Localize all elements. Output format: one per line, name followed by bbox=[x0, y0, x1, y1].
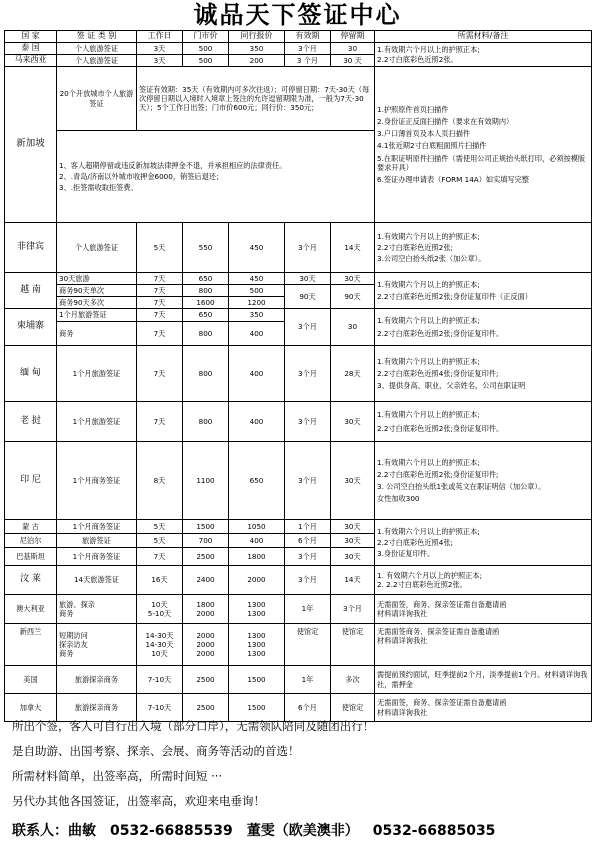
cell-type: 1个月商务签证 bbox=[57, 520, 137, 534]
note-line: 1. 有效期六个月以上的护照正本; bbox=[377, 570, 483, 580]
cell-valid: 3个月 bbox=[285, 402, 331, 442]
cell-stay: 14天 bbox=[331, 566, 375, 595]
cell-stay: 30天 bbox=[331, 402, 375, 442]
table-row bbox=[5, 273, 592, 285]
cell-valid: 6个月 bbox=[285, 694, 331, 722]
header-agent: 同行报价 bbox=[229, 31, 285, 43]
type-line: 商务 bbox=[59, 609, 74, 618]
days-line: 14-30天 bbox=[145, 639, 174, 649]
header-type: 签 证 类 别 bbox=[57, 31, 137, 43]
country-brunei: 汶 莱 bbox=[5, 566, 57, 595]
cell-days bbox=[137, 595, 183, 624]
price-line: 2000 bbox=[196, 649, 215, 659]
cell-valid: 90天 bbox=[285, 285, 331, 309]
cell-type: 1个月旅游签证 bbox=[57, 309, 137, 322]
table-row bbox=[5, 442, 592, 520]
notes-singapore bbox=[375, 67, 592, 223]
cell-price: 800 bbox=[183, 285, 229, 297]
warn-line: 2、.青岛/济南以外城市收押金6000，销签后退还； bbox=[59, 171, 224, 181]
cell-price bbox=[183, 624, 229, 666]
cell-type: 1个月旅游签证 bbox=[57, 346, 137, 402]
cell-type: 商务90天单次 bbox=[57, 285, 137, 297]
cell-agent: 400 bbox=[229, 322, 285, 346]
type-line: 旅游、探亲 bbox=[59, 599, 95, 609]
price-line: 2000 bbox=[196, 639, 215, 649]
price-line: 1800 bbox=[196, 599, 215, 609]
cell-price: 700 bbox=[183, 534, 229, 548]
cell-stay: 90天 bbox=[331, 285, 375, 309]
cell-stay: 14天 bbox=[331, 223, 375, 273]
price-line: 2000 bbox=[196, 630, 215, 640]
cell-valid: 3个月 bbox=[285, 442, 331, 520]
cell-stay: 30 bbox=[331, 309, 375, 346]
cell-type: 个人旅游签证 bbox=[57, 43, 137, 55]
cell-type: 商务 bbox=[57, 322, 137, 346]
note-line: 1.有效期六个月以上的护照正本; bbox=[377, 356, 480, 366]
agent-line: 1300 bbox=[247, 599, 266, 609]
header-valid: 有效期 bbox=[285, 31, 331, 43]
table-row bbox=[5, 520, 592, 534]
cell-price: 500 bbox=[183, 43, 229, 55]
cell-price: 2500 bbox=[183, 548, 229, 566]
note-line: 材料请详询我社 bbox=[377, 609, 428, 618]
notes-myanmar bbox=[375, 346, 592, 402]
cell-price bbox=[183, 595, 229, 624]
cell-valid: 3个月 bbox=[285, 43, 331, 55]
cell-price: 800 bbox=[183, 322, 229, 346]
table-row bbox=[5, 624, 592, 666]
note-line: 2. 2.2寸白底彩色近照2张。 bbox=[377, 580, 467, 589]
notes-newzealand bbox=[375, 624, 592, 666]
cell-days: 7天 bbox=[137, 548, 183, 566]
cell-price: 650 bbox=[183, 309, 229, 322]
table-row bbox=[5, 309, 592, 322]
country-malaysia: 马来西亚 bbox=[5, 55, 57, 67]
cell-valid: 3个月 bbox=[285, 566, 331, 595]
header-notes: 所需材料/备注 bbox=[375, 31, 592, 43]
type-line: 探亲访友 bbox=[59, 639, 88, 649]
cell-type: 旅游探亲商务 bbox=[57, 694, 137, 722]
cell-agent: 400 bbox=[229, 346, 285, 402]
table-row bbox=[5, 595, 592, 624]
note-line: 1.有效期六个月以上的护照正本; bbox=[377, 231, 480, 241]
cell-type: 20个开放城市个人旅游签证 bbox=[57, 67, 137, 131]
footer-line-2: 是自助游、出国考察、探亲、会展、商务等活动的首选！ bbox=[12, 744, 300, 758]
cell-type: 商务90天多次 bbox=[57, 297, 137, 309]
note-line: 2.2寸白底彩色近照2张;身份证复印件。 bbox=[377, 328, 504, 338]
cell-stay: 30 天 bbox=[331, 55, 375, 67]
country-singapore: 新加坡 bbox=[5, 67, 57, 223]
cell-agent: 500 bbox=[229, 285, 285, 297]
cell-stay: 使馆定 bbox=[331, 694, 375, 722]
cell-type bbox=[57, 624, 137, 666]
note-line: 材料请详询我社 bbox=[377, 636, 428, 646]
cell-days: 8天 bbox=[137, 442, 183, 520]
singapore-info: 签证有效期：35天（有效期内可多次往返）；可停留日期：7天-30天（每次停留日期以入境时入境章上签注的允许逗留期限为准，一般为7天-30天）；5个工作日出签；门市价600元；同行价：350元； bbox=[137, 67, 375, 131]
note-line: 1.护照原件首页扫描件 bbox=[377, 104, 449, 114]
page-title: 诚品天下签证中心 bbox=[193, 1, 402, 29]
note-line: 1.有效期六个月以上的护照正本; bbox=[377, 457, 480, 467]
table-row bbox=[5, 67, 592, 131]
note-line: 1.有效期六个月以上的护照正本; bbox=[377, 410, 480, 420]
cell-valid: 3个月 bbox=[285, 223, 331, 273]
cell-days: 3天 bbox=[137, 55, 183, 67]
cell-days bbox=[137, 624, 183, 666]
note-line: 3.身份证复印件。 bbox=[377, 549, 435, 559]
cell-valid: 3个月 bbox=[285, 548, 331, 566]
table-row bbox=[5, 346, 592, 402]
contact-line bbox=[12, 820, 582, 840]
notes-cambodia bbox=[375, 309, 592, 346]
table-row bbox=[5, 402, 592, 442]
contact-dong-wen-phone: 0532-66885035 bbox=[372, 823, 496, 839]
cell-agent: 400 bbox=[229, 534, 285, 548]
note-line: 2.2寸白底彩色近照2张;身份证复印件（正反面） bbox=[377, 292, 532, 301]
country-myanmar: 缅 甸 bbox=[5, 346, 57, 402]
notes-usa: 需提前预约面试，旺季提前2个月，淡季提前1个月。材料请详询我社，需押金 bbox=[375, 666, 592, 694]
cell-agent: 1500 bbox=[229, 694, 285, 722]
notes-indonesia bbox=[375, 442, 592, 520]
cell-stay: 28天 bbox=[331, 346, 375, 402]
notes-mongolia-nepal-pakistan bbox=[375, 520, 592, 566]
visa-price-table bbox=[4, 30, 592, 722]
country-newzealand: 新西兰 bbox=[5, 624, 57, 666]
cell-days: 5天 bbox=[137, 534, 183, 548]
header-days: 工作日 bbox=[137, 31, 183, 43]
table-row bbox=[5, 43, 592, 55]
cell-agent: 200 bbox=[229, 55, 285, 67]
cell-days: 7天 bbox=[137, 285, 183, 297]
cell-stay: 30天 bbox=[331, 534, 375, 548]
contact-qu-min: 联系人：曲敏 0532-66885539 bbox=[12, 823, 233, 839]
country-usa: 美国 bbox=[5, 666, 57, 694]
cell-price: 2400 bbox=[183, 566, 229, 595]
note-line: 3、提供身高、职业、父亲姓名，公司在职证明 bbox=[377, 381, 526, 391]
cell-price: 550 bbox=[183, 223, 229, 273]
country-thailand: 泰 国 bbox=[5, 43, 57, 55]
cell-valid: 使馆定 bbox=[285, 624, 331, 666]
cell-valid: 1个月 bbox=[285, 520, 331, 534]
agent-line: 1300 bbox=[247, 609, 266, 618]
days-line: 10天 bbox=[151, 649, 168, 659]
cell-stay: 30 bbox=[331, 43, 375, 55]
agent-line: 1300 bbox=[247, 630, 266, 640]
country-pakistan: 巴基斯坦 bbox=[5, 548, 57, 566]
cell-type: 个人旅游签证 bbox=[57, 55, 137, 67]
cell-type: 旅游探亲商务 bbox=[57, 666, 137, 694]
country-philippines: 菲律宾 bbox=[5, 223, 57, 273]
cell-agent: 1500 bbox=[229, 666, 285, 694]
days-line: 10天 bbox=[151, 599, 168, 609]
note-line: 2.身份证正反面扫描件（要求在有效期内） bbox=[377, 116, 514, 126]
cell-agent: 450 bbox=[229, 273, 285, 285]
notes-australia bbox=[375, 595, 592, 624]
cell-agent bbox=[229, 595, 285, 624]
note-line: 1.有效期六个月以上的护照正本; bbox=[377, 526, 480, 536]
cell-type: 1个月旅游签证 bbox=[57, 402, 137, 442]
footer-line-1: 所出个签，客人可自行出入境（部分口岸），无需领队陪同及随团出行！ bbox=[12, 719, 375, 733]
table-row bbox=[5, 566, 592, 595]
cell-agent: 450 bbox=[229, 223, 285, 273]
cell-agent: 1200 bbox=[229, 297, 285, 309]
header-row bbox=[5, 31, 592, 43]
cell-price: 650 bbox=[183, 273, 229, 285]
cell-agent bbox=[229, 624, 285, 666]
cell-price: 1600 bbox=[183, 297, 229, 309]
cell-agent: 2000 bbox=[229, 566, 285, 595]
cell-valid: 3个月 bbox=[285, 309, 331, 346]
cell-type: 1个月商务签证 bbox=[57, 548, 137, 566]
cell-agent: 1800 bbox=[229, 548, 285, 566]
cell-days: 5天 bbox=[137, 520, 183, 534]
cell-valid: 3 个月 bbox=[285, 55, 331, 67]
table-row bbox=[5, 223, 592, 273]
cell-price: 800 bbox=[183, 402, 229, 442]
note-line: 女性加收300 bbox=[377, 494, 420, 504]
note-line: 5.在职证明原件扫描件（需使用公司正规抬头纸打印，必须按模版要求开具） bbox=[377, 153, 586, 172]
type-line: 商务 bbox=[59, 649, 74, 659]
cell-days: 3天 bbox=[137, 43, 183, 55]
days-line: 5-10天 bbox=[147, 609, 172, 618]
note-line: 4.1张近期2寸白底粗面照片扫描件 bbox=[377, 141, 487, 151]
note-line: 6.签证办理申请表（FORM 14A）如实填写完整 bbox=[377, 175, 530, 185]
cell-stay: 30天 bbox=[331, 548, 375, 566]
cell-days: 5天 bbox=[137, 223, 183, 273]
note-line: 2.2寸白底彩色近照4张; bbox=[377, 537, 453, 547]
agent-line: 1300 bbox=[247, 639, 266, 649]
cell-stay: 30天 bbox=[331, 520, 375, 534]
warn-line: 3、.拒签需收取拒签费。 bbox=[59, 183, 138, 193]
cell-stay: 30天 bbox=[331, 442, 375, 520]
cell-days: 7天 bbox=[137, 402, 183, 442]
cell-stay: 3个月 bbox=[331, 595, 375, 624]
type-line: 短期访问 bbox=[59, 630, 88, 640]
cell-days: 7天 bbox=[137, 297, 183, 309]
note-line: 3. 公司空白抬头纸1张或英文在职证明信（加公章）。 bbox=[377, 482, 546, 491]
table-row bbox=[5, 666, 592, 694]
cell-type: 30天旅游 bbox=[57, 273, 137, 285]
note-line: 无需面签，商务、探亲签证需自备邀请函 bbox=[377, 698, 507, 708]
cell-agent: 1050 bbox=[229, 520, 285, 534]
header-stay: 停留期 bbox=[331, 31, 375, 43]
country-australia: 澳大利亚 bbox=[5, 595, 57, 624]
notes-laos bbox=[375, 402, 592, 442]
header-country: 国 家 bbox=[5, 31, 57, 43]
country-mongolia: 蒙 古 bbox=[5, 520, 57, 534]
cell-type: 1个月商务签证 bbox=[57, 442, 137, 520]
note-line: 3.公司空白抬头纸2张（加公章）。 bbox=[377, 254, 486, 264]
note-line: 3.户口薄首页及本人页扫描件 bbox=[377, 129, 471, 139]
notes-brunei bbox=[375, 566, 592, 595]
cell-days: 7天 bbox=[137, 309, 183, 322]
note-line: 2.2寸白底彩色近照2张;身份证复印件。 bbox=[377, 423, 504, 433]
cell-type: 旅游签证 bbox=[57, 534, 137, 548]
cell-type: 14天旅游签证 bbox=[57, 566, 137, 595]
cell-valid: 30天 bbox=[285, 273, 331, 285]
notes-thailand-malaysia bbox=[375, 43, 592, 67]
note-line: 2.2寸白底彩色近照2张。 bbox=[377, 54, 458, 64]
note-line: 1.有效期六个月以上的护照正本; bbox=[377, 316, 480, 326]
cell-valid: 1年 bbox=[285, 666, 331, 694]
footer-line-4: 另代办其他各国签证，出签率高，欢迎来电垂询！ bbox=[12, 794, 265, 808]
note-line: 无需面签，商务、探亲签证需自备邀请函 bbox=[377, 599, 507, 609]
notes-vietnam bbox=[375, 273, 592, 309]
country-laos: 老 挝 bbox=[5, 402, 57, 442]
country-canada: 加拿大 bbox=[5, 694, 57, 722]
header-price: 门市价 bbox=[183, 31, 229, 43]
cell-valid: 3个月 bbox=[285, 346, 331, 402]
note-line: 2.2寸白底彩色近照2张; bbox=[377, 242, 453, 252]
warn-line: 1、客人超期停留或违反新加坡法律押金不退，并承担相应的法律责任。 bbox=[59, 160, 287, 170]
cell-agent: 350 bbox=[229, 309, 285, 322]
cell-days: 7天 bbox=[137, 322, 183, 346]
cell-valid: 6个月 bbox=[285, 534, 331, 548]
note-line: 无需面签商务、探亲签证需自备邀请函 bbox=[377, 627, 500, 636]
singapore-warnings bbox=[57, 131, 375, 223]
cell-days: 7天 bbox=[137, 346, 183, 402]
cell-price: 2500 bbox=[183, 694, 229, 722]
footer-line-3: 所需材料简单，出签率高，所需时间短 ··· bbox=[12, 769, 223, 783]
cell-days: 16天 bbox=[137, 566, 183, 595]
country-vietnam: 越 南 bbox=[5, 273, 57, 309]
contact-dong-wen: 董雯（欧美澳非） bbox=[246, 823, 359, 839]
note-line: 1.有效期六个月以上的护照正本; bbox=[377, 45, 480, 55]
cell-agent: 350 bbox=[229, 43, 285, 55]
country-cambodia: 柬埔寨 bbox=[5, 309, 57, 346]
cell-price: 2500 bbox=[183, 666, 229, 694]
cell-type: 个人旅游签证 bbox=[57, 223, 137, 273]
cell-stay: 多次 bbox=[331, 666, 375, 694]
cell-days: 7-10天 bbox=[137, 694, 183, 722]
note-line: 2.2寸白底彩色近照4张;身份证复印件; bbox=[377, 368, 499, 378]
cell-stay: 30天 bbox=[331, 273, 375, 285]
cell-agent: 400 bbox=[229, 402, 285, 442]
cell-stay: 使馆定 bbox=[331, 624, 375, 666]
cell-price: 1100 bbox=[183, 442, 229, 520]
price-line: 2000 bbox=[196, 609, 215, 618]
cell-price: 500 bbox=[183, 55, 229, 67]
cell-price: 1500 bbox=[183, 520, 229, 534]
cell-agent: 650 bbox=[229, 442, 285, 520]
days-line: 14-30天 bbox=[145, 630, 174, 640]
cell-price: 800 bbox=[183, 346, 229, 402]
notes-philippines bbox=[375, 223, 592, 273]
note-line: 1.有效期六个月以上的护照正本; bbox=[377, 279, 480, 289]
country-indonesia: 印 尼 bbox=[5, 442, 57, 520]
note-line: 2.2寸白底彩色近照2张;身份证复印件; bbox=[377, 469, 499, 479]
cell-valid: 1年 bbox=[285, 595, 331, 624]
cell-days: 7天 bbox=[137, 273, 183, 285]
cell-days: 7-10天 bbox=[137, 666, 183, 694]
agent-line: 1300 bbox=[247, 649, 266, 659]
note-line: 材料请详询我社 bbox=[377, 707, 428, 717]
country-nepal: 尼泊尔 bbox=[5, 534, 57, 548]
cell-type bbox=[57, 595, 137, 624]
